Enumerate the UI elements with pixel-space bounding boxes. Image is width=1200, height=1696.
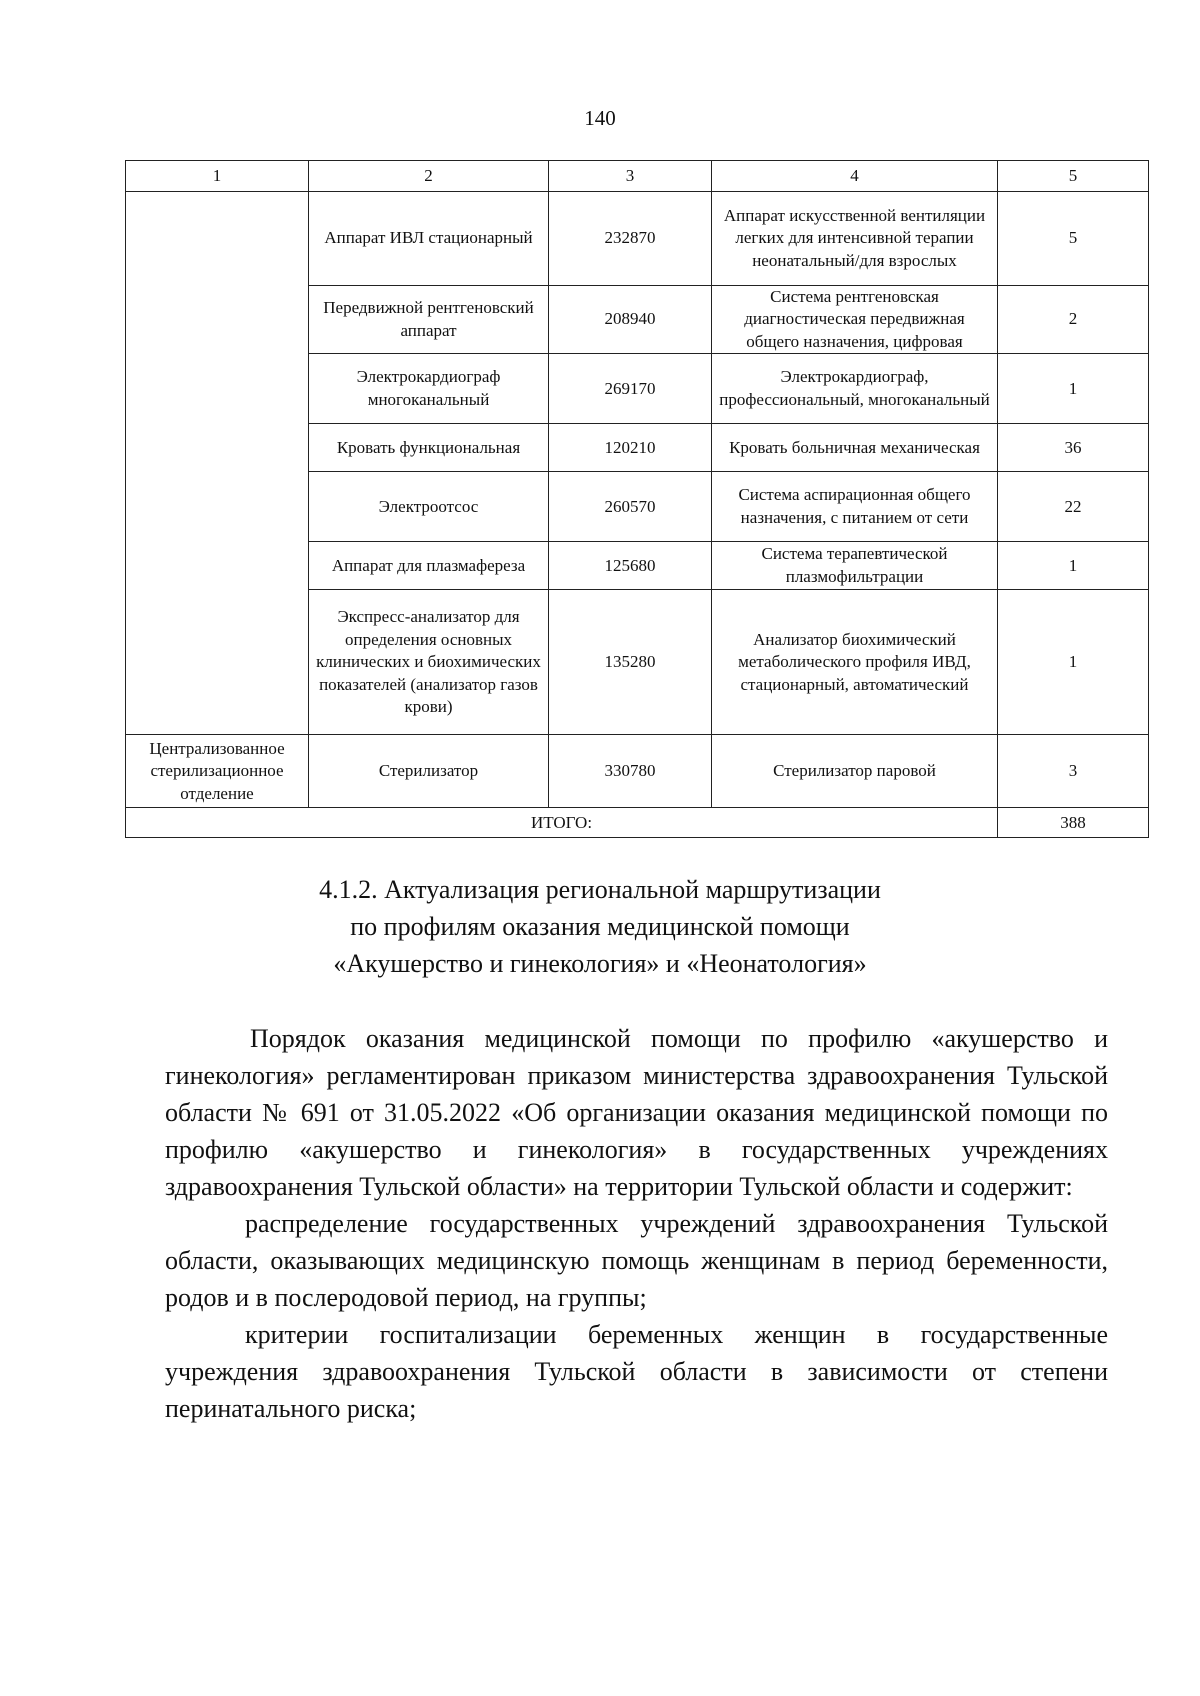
paragraph: критерии госпитализации беременных женщин в государственные учреждения здравоохранения Тульской области в зависимости от степени перинатального риска; — [165, 1320, 1108, 1423]
department-cell: Централизованное стерилизационное отделение — [126, 735, 309, 808]
total-label: ИТОГО: — [126, 808, 998, 838]
equipment-qty: 2 — [998, 286, 1149, 354]
paragraph: Порядок оказания медицинской помощи по профилю «акушерство и гинекология» регламентирован приказом министерства здравоохранения Тульской области № 691 от 31.05.2022 «Об организации оказания медицинской помощи по профилю «акушерство и гинекология» в государственных учреждениях здравоохранения Тульской области» на территории Тульской области и содержит: — [165, 1024, 1108, 1201]
total-value: 388 — [998, 808, 1149, 838]
equipment-code: 135280 — [549, 590, 712, 735]
heading-line: «Акушерство и гинекология» и «Неонатология» — [333, 948, 867, 978]
table-header-row — [126, 161, 1149, 192]
equipment-type: Аппарат искусственной вентиляции легких для интенсивной терапии неонатальный/для взрослых — [712, 192, 998, 286]
heading-line: по профилям оказания медицинской помощи — [350, 911, 850, 941]
equipment-qty: 1 — [998, 590, 1149, 735]
page-number: 140 — [584, 106, 616, 130]
equipment-code: 260570 — [549, 472, 712, 542]
equipment-type: Система рентгеновская диагностическая передвижная общего назначения, цифровая — [712, 286, 998, 354]
heading-line: 4.1.2. Актуализация региональной маршрутизации — [319, 875, 881, 904]
table-row — [126, 735, 1149, 808]
equipment-qty: 5 — [998, 192, 1149, 286]
equipment-qty: 3 — [998, 735, 1149, 808]
equipment-code: 330780 — [549, 735, 712, 808]
section-heading — [0, 872, 1200, 983]
column-header: 4 — [712, 161, 998, 192]
equipment-type: Анализатор биохимический метаболического профиля ИВД, стационарный, автоматический — [712, 590, 998, 735]
department-cell-empty — [126, 192, 309, 735]
equipment-qty: 36 — [998, 424, 1149, 472]
body-text — [165, 1020, 1108, 1427]
equipment-name: Электроотсос — [309, 472, 549, 542]
equipment-qty: 1 — [998, 354, 1149, 424]
column-header: 3 — [549, 161, 712, 192]
equipment-code: 208940 — [549, 286, 712, 354]
paragraph: распределение государственных учреждений здравоохранения Тульской области, оказывающих медицинскую помощь женщинам в период беременности, родов и в послеродовой период, на группы; — [165, 1209, 1108, 1312]
equipment-type: Кровать больничная механическая — [712, 424, 998, 472]
equipment-table — [125, 160, 1149, 838]
equipment-name: Стерилизатор — [309, 735, 549, 808]
equipment-code: 232870 — [549, 192, 712, 286]
equipment-name: Кровать функциональная — [309, 424, 549, 472]
equipment-name: Передвижной рентгеновский аппарат — [309, 286, 549, 354]
equipment-code: 269170 — [549, 354, 712, 424]
equipment-qty: 1 — [998, 542, 1149, 590]
equipment-type: Электрокардиограф, профессиональный, многоканальный — [712, 354, 998, 424]
equipment-name: Электрокардиограф многоканальный — [309, 354, 549, 424]
column-header: 1 — [126, 161, 309, 192]
equipment-name: Экспресс-анализатор для определения основных клинических и биохимических показателей (анализатор газов крови) — [309, 590, 549, 735]
equipment-qty: 22 — [998, 472, 1149, 542]
table-row — [126, 192, 1149, 286]
equipment-name: Аппарат ИВЛ стационарный — [309, 192, 549, 286]
equipment-type: Система терапевтической плазмофильтрации — [712, 542, 998, 590]
equipment-type: Стерилизатор паровой — [712, 735, 998, 808]
equipment-name: Аппарат для плазмафереза — [309, 542, 549, 590]
column-header: 2 — [309, 161, 549, 192]
equipment-code: 125680 — [549, 542, 712, 590]
column-header: 5 — [998, 161, 1149, 192]
equipment-code: 120210 — [549, 424, 712, 472]
equipment-type: Система аспирационная общего назначения, с питанием от сети — [712, 472, 998, 542]
total-row — [126, 808, 1149, 838]
